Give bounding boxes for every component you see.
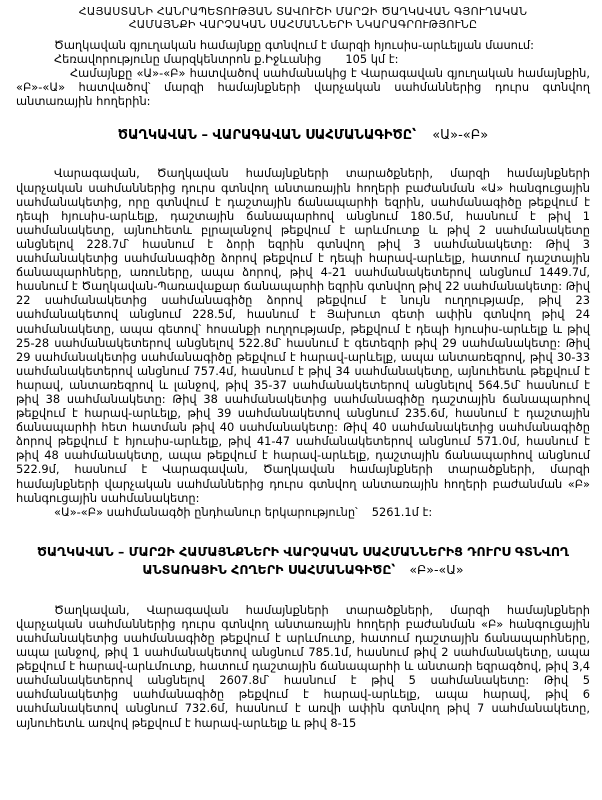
- section-1-title-text: ԾԱՂԿԱՎԱՆ – ՎԱՐԱԳԱՎԱՆ ՍԱՀՄԱՆԱԳԻԾԸ՝: [117, 128, 417, 144]
- section-2-title: [16, 543, 590, 579]
- document-header: [16, 5, 590, 31]
- section-1-total-label: «Ա»-«Բ» սահմանագծի ընդհանուր երկարությունը՝: [54, 504, 358, 519]
- section-2-title-line-2: ԱՆՏԱՌԱՅԻՆ ՀՈՂԵՐԻ ՍԱՀՄԱՆԱԳԻԾԸ՝: [142, 561, 396, 577]
- section-1-title: [16, 128, 590, 144]
- intro-paragraph-location: Ծաղկավան գյուղական համայնքը գտնվում է մարզի հյուսիս-արևելյան մասում:: [54, 38, 534, 52]
- section-1-total-value: 5261.1մ է:: [371, 504, 433, 519]
- intro-paragraph-neighbors: Համայնքը «Ա»-«Բ» հատվածով սահմանակից է Վարագավան գյուղական համայնքին, «Բ»-«Ա» հատվածով՝ մարզի համայնքների վարչական սահմաններից դուրս գտնվող անտառային հողերին:: [16, 66, 590, 109]
- section-2-body: Ծաղկավան, Վարագավան համայնքների տարածքների, մարզի համայնքների վարչական սահմաններից դուրս գտնվող անտառային հողերի բաժանման «Բ» հանգուցային սահմանակետից սահմանագիծը թեքվում է արևմուտք, հատում դաշտային ճանապարհները, ապա լանջով, թիվ 1 սահմանակետով անցնում 785.1մ, հասնում թիվ 2 սահմանակետը, ապա թեքվում է հարավ-արևմուտք, հատում դաշտային ճանապարհի և անտառի եզրագծով, թիվ 3,4 սահմանակետերով անցնելով 2607.8մ՝ հասնում է թիվ 5 սահմանակետը: Թիվ 5 սահմանակետից սահմանագիծը թեքվում է հարավ-արևելք, ապա հարավ, թիվ 6 սահմանակետով անցնում 732.6մ, հասնում է առվի ափին գտնվող թիվ 7 սահմանակետը, այնուհետև առվով թեքվում է հարավ-արևելք և թիվ 8-15: [16, 602, 590, 730]
- section-2-code: «Բ»-«Ա»: [409, 561, 464, 577]
- header-line-1: ՀԱՅԱՍՏԱՆԻ ՀԱՆՐԱՊԵՏՈՒԹՅԱՆ ՏԱՎՈՒՇԻ ՄԱՐԶԻ ԾԱՂԿԱՎԱՆ ԳՅՈՒՂԱԿԱՆ: [78, 5, 528, 18]
- section-2-title-line-1: ԾԱՂԿԱՎԱՆ – ՄԱՐԶԻ ՀԱՄԱՅՆՔՆԵՐԻ ՎԱՐՉԱԿԱՆ ՍԱՀՄԱՆՆԵՐԻՑ ԴՈՒՐՍ ԳՏՆՎՈՂ: [36, 543, 570, 559]
- header-line-2: ՀԱՄԱՅՆՔԻ ՎԱՐՉԱԿԱՆ ՍԱՀՄԱՆՆԵՐԻ ՆԿԱՐԱԳՐՈՒԹՅՈՒՆԸ: [128, 18, 478, 31]
- section-2-title-line-2-wrap: [16, 561, 590, 579]
- distance-label: Հեռավորությունը մարզկենտրոն ք.Իջևանից: [54, 52, 322, 67]
- intro-paragraph-distance: [16, 52, 590, 66]
- section-1-body: Վարագավան, Ծաղկավան համայնքների տարածքների, մարզի համայնքների վարչական սահմաններից դուրս գտնվող անտառային հողերի բաժանման «Ա» հանգուցային սահմանակետից, որը գտնվում է դաշտային ճանապարհի եզրին, սահմանագիծը թեքվում է դեպի հյուսիս-արևելք, դաշտային ճանապարհով անցնում 180.5մ, հասնում է թիվ 1 սահմանակետը, այնուհետև բլրալանջով թեքվում է արևմուտք և թիվ 2 սահմանակետը անցնելով 228.7մ՝ հասնում է ձորի եզրին գտնվող թիվ 3 սահմանակետը: Թիվ 3 սահմանակետից սահմանագիծը ձորով թեքվում է դեպի հարավ-արևելք, հատում դաշտային ճանապարհները, առուները, ապա ձորով, թիվ 4-21 սահմանակետերով անցնում 1449.7մ, հասնում է Ծաղկավան-Պառավաքար ճանապարհի եզրին գտնվող թիվ 22 սահմանակետը: Թիվ 22 սահմանակետից սահմանագիծը ձորով թեքվում է նույն ուղղությամբ, թիվ 23 սահմանակետով անցնում 228.5մ, հասնում է Յախուտ գետի ափին գտնվող թիվ 24 սահմանակետը, ապա գետով՝ հոսանքի ուղղությամբ, թեքվում է դեպի հյուսիս-արևելք և թիվ 25-28 սահմանակետերով անցնելով 522.8մ՝ հասնում է գետեզրի թիվ 29 սահմանակետը: Թիվ 29 սահմանակետից սահմանագիծը թեքվում է հարավ-արևելք, ապա անտառեզրով, թիվ 30-33 սահմանակետերով անցնում 757.4մ, հասնում է թիվ 34 սահմանակետը, այնուհետև թեքվում է հարավ, անտառեզրով և լանջով, թիվ 35-37 սահմանակետերով անցնելով 564.5մ՝ հասնում է թիվ 38 սահմանակետը: Թիվ 38 սահմանակետից սահմանագիծը դաշտային ճանապարհով թեքվում է հարավ-արևելք, թիվ 39 սահմանակետով անցնում 235.6մ, հասնում է դաշտային ճանապարհի հետ հատման թիվ 40 սահմանակետը: Թիվ 40 սահմանակետից սահմանագիծը ձորով թեքվում է հյուսիս-արևելք, թիվ 41-47 սահմանակետերով անցնում 571.0մ, հասնում է թիվ 48 սահմանակետը, ապա թեքվում է հարավ-արևելք, դաշտային ճանապարհով անցնում 522.9մ, հասնում է Վարագավան, Ծաղկավան համայնքների տարածքների, մարզի համայնքների վարչական սահմաններից դուրս գտնվող անտառային հողերի բաժանման «Բ» հանգուցային սահմանակետը:: [16, 166, 590, 505]
- distance-value: 105 կմ է:: [345, 52, 399, 67]
- section-1-total: [16, 505, 590, 519]
- section-1-code: «Ա»-«Բ»: [432, 128, 489, 144]
